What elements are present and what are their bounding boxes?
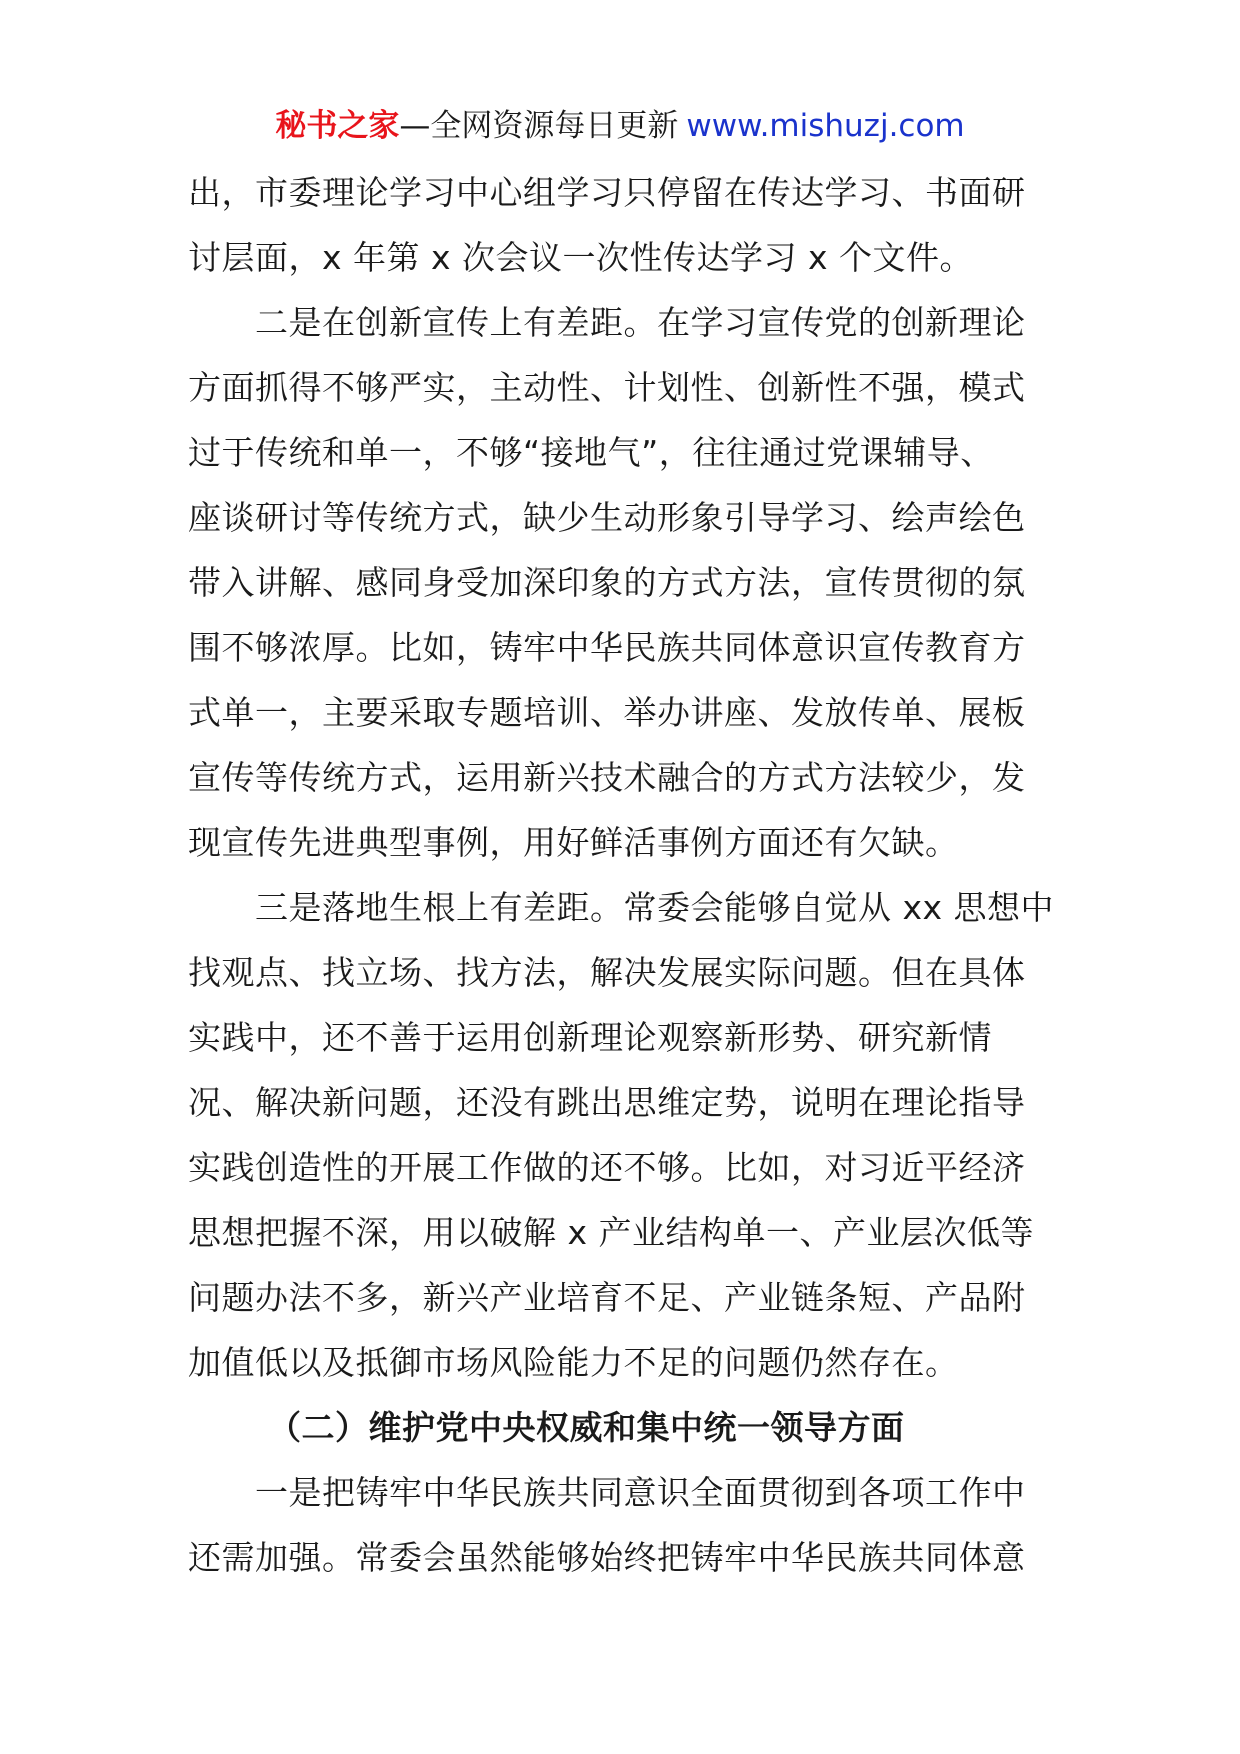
text-line: 讨层面，x 年第 x 次会议一次性传达学习 x 个文件。 — [188, 238, 974, 277]
site-brand: 秘书之家 — [275, 108, 400, 144]
text-line: 方面抓得不够严实，主动性、计划性、创新性不强，模式 — [188, 368, 1026, 407]
paragraph-start-line: 二是在创新宣传上有差距。在学习宣传党的创新理论 — [255, 303, 1026, 342]
section-heading: （二）维护党中央权威和集中统一领导方面 — [268, 1408, 905, 1447]
text-line: 实践中，还不善于运用创新理论观察新形势、研究新情 — [188, 1018, 992, 1057]
text-line: 座谈研讨等传统方式，缺少生动形象引导学习、绘声绘色 — [188, 498, 1026, 537]
site-url-link[interactable]: www.mishuzj.com — [686, 108, 965, 144]
text-line: 实践创造性的开展工作做的还不够。比如，对习近平经济 — [188, 1148, 1026, 1187]
paragraph-start-line: 三是落地生根上有差距。常委会能够自觉从 xx 思想中 — [255, 888, 1055, 927]
text-line: 带入讲解、感同身受加深印象的方式方法，宣传贯彻的氛 — [188, 563, 1026, 602]
text-line: 况、解决新问题，还没有跳出思维定势，说明在理论指导 — [188, 1083, 1026, 1122]
text-line: 思想把握不深，用以破解 x 产业结构单一、产业层次低等 — [188, 1213, 1035, 1252]
text-line: 问题办法不多，新兴产业培育不足、产业链条短、产品附 — [188, 1278, 1026, 1317]
text-line: 找观点、找立场、找方法，解决发展实际问题。但在具体 — [188, 953, 1026, 992]
text-line: 还需加强。常委会虽然能够始终把铸牢中华民族共同体意 — [188, 1538, 1026, 1577]
text-line: 宣传等传统方式，运用新兴技术融合的方式方法较少，发 — [188, 758, 1026, 797]
text-line: 出，市委理论学习中心组学习只停留在传达学习、书面研 — [188, 173, 1026, 212]
document-body — [188, 160, 1068, 1590]
site-tagline: —全网资源每日更新 — [399, 108, 679, 144]
text-line: 现宣传先进典型事例，用好鲜活事例方面还有欠缺。 — [188, 823, 959, 862]
text-line: 式单一，主要采取专题培训、举办讲座、发放传单、展板 — [188, 693, 1026, 732]
site-header — [0, 104, 1240, 148]
paragraph-start-line: 一是把铸牢中华民族共同意识全面贯彻到各项工作中 — [255, 1473, 1026, 1512]
text-line: 过于传统和单一，不够“接地气”，往往通过党课辅导、 — [188, 433, 994, 472]
text-line: 加值低以及抵御市场风险能力不足的问题仍然存在。 — [188, 1343, 959, 1382]
text-line: 围不够浓厚。比如，铸牢中华民族共同体意识宣传教育方 — [188, 628, 1026, 667]
